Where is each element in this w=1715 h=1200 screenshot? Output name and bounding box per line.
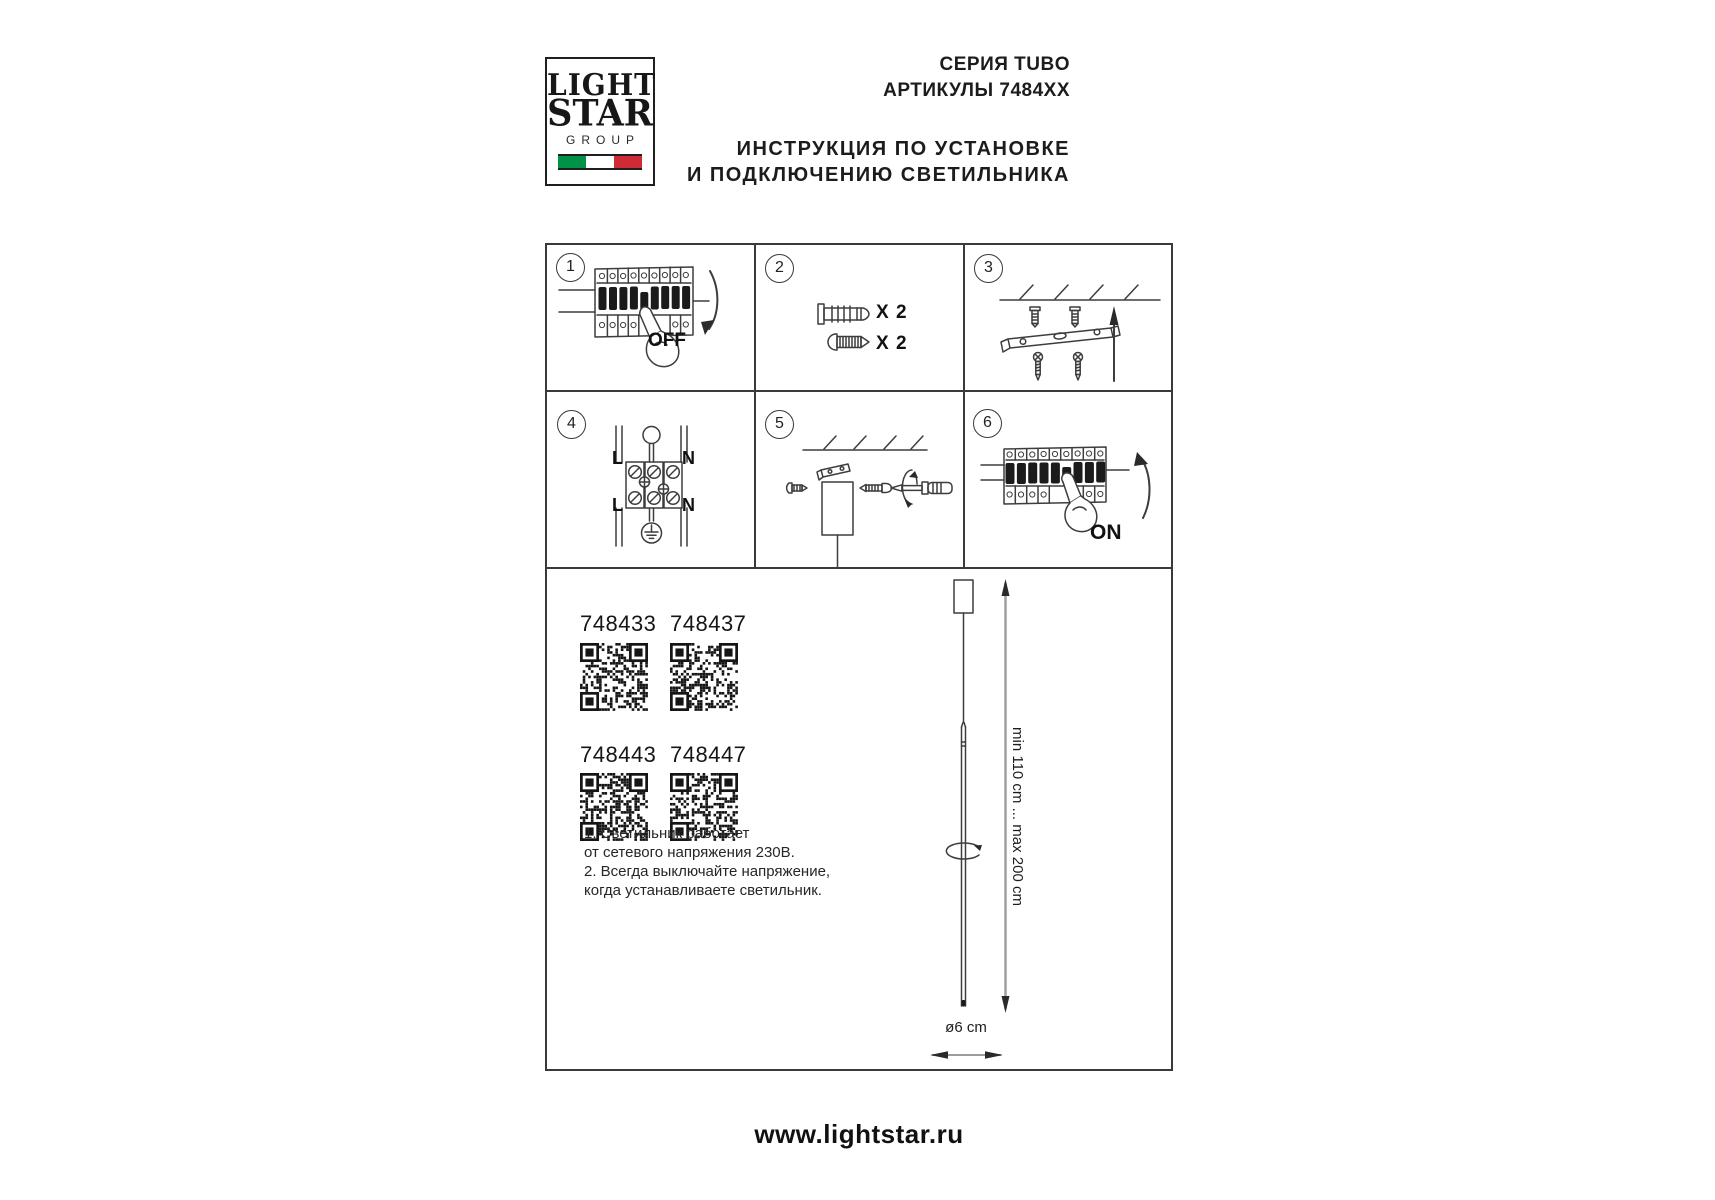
note-line-4: когда устанавливаете светильник. [584,882,822,899]
step-6-digit: 6 [983,414,992,431]
article-label-748447: 748447 [670,742,747,767]
step-2-fasteners-illustration [754,243,963,390]
step-3-digit: 3 [984,259,993,276]
step-4-digit: 4 [567,415,576,432]
step-5-digit: 5 [775,415,784,432]
step-4-terminal-label-n-top: N [682,448,695,468]
website-url: www.lightstar.ru [754,1119,964,1149]
series-title: СЕРИЯ TUBO [939,54,1070,75]
diameter-label: ø6 cm [945,1019,987,1036]
logo-word-light: LIGHT [547,66,656,103]
step-1-breaker-off-illustration [545,243,754,390]
step-4-terminal-label-n-bottom: N [682,495,695,515]
logo-word-star: STAR [547,91,653,135]
instruction-title-line1: ИНСТРУКЦИЯ ПО УСТАНОВКЕ [736,138,1070,160]
flag-green [558,156,586,168]
step-3-bracket-mounting-illustration [963,243,1173,390]
qr-code-748433 [580,643,648,711]
italian-flag-bar [558,154,642,170]
flag-white [586,156,614,168]
pendant-lamp-dimension-drawing [930,575,1065,1070]
title-block [640,52,1070,188]
grid-divider-row-2 [545,567,1173,569]
step-4-terminal-label-l-top: L [612,448,623,468]
step-2-anchor-qty: X 2 [876,302,908,323]
qr-code-748437 [670,643,738,711]
safety-notes [584,824,834,900]
height-range-label: min 110 cm ... max 200 cm [1009,727,1026,906]
logo-word-group: GROUP [565,133,640,147]
step-6-breaker-on-illustration [963,390,1173,567]
flag-red [614,156,642,168]
step-4-terminal-label-l-bottom: L [612,495,623,515]
article-label-748437: 748437 [670,611,747,636]
step-2-digit: 2 [775,259,784,276]
article-label-748433: 748433 [580,611,657,636]
articles-title: АРТИКУЛЫ 7484XX [883,80,1070,101]
note-line-2: от сетевого напряжения 230В. [584,844,795,861]
step-4-terminal-wiring-illustration [545,390,754,567]
step-1-off-label: OFF [648,330,686,351]
article-label-748443: 748443 [580,742,657,767]
step-6-on-label: ON [1090,521,1122,544]
step-1-digit: 1 [566,258,575,275]
step-2-screw-qty: X 2 [876,333,908,354]
step-5-canopy-fixing-illustration [754,390,963,567]
lightstar-logo [545,57,655,186]
note-line-1: 1. Светильник работает [584,825,750,842]
instruction-title-line2: И ПОДКЛЮЧЕНИЮ СВЕТИЛЬНИКА [686,164,1070,186]
note-line-3: 2. Всегда выключайте напряжение, [584,863,831,880]
